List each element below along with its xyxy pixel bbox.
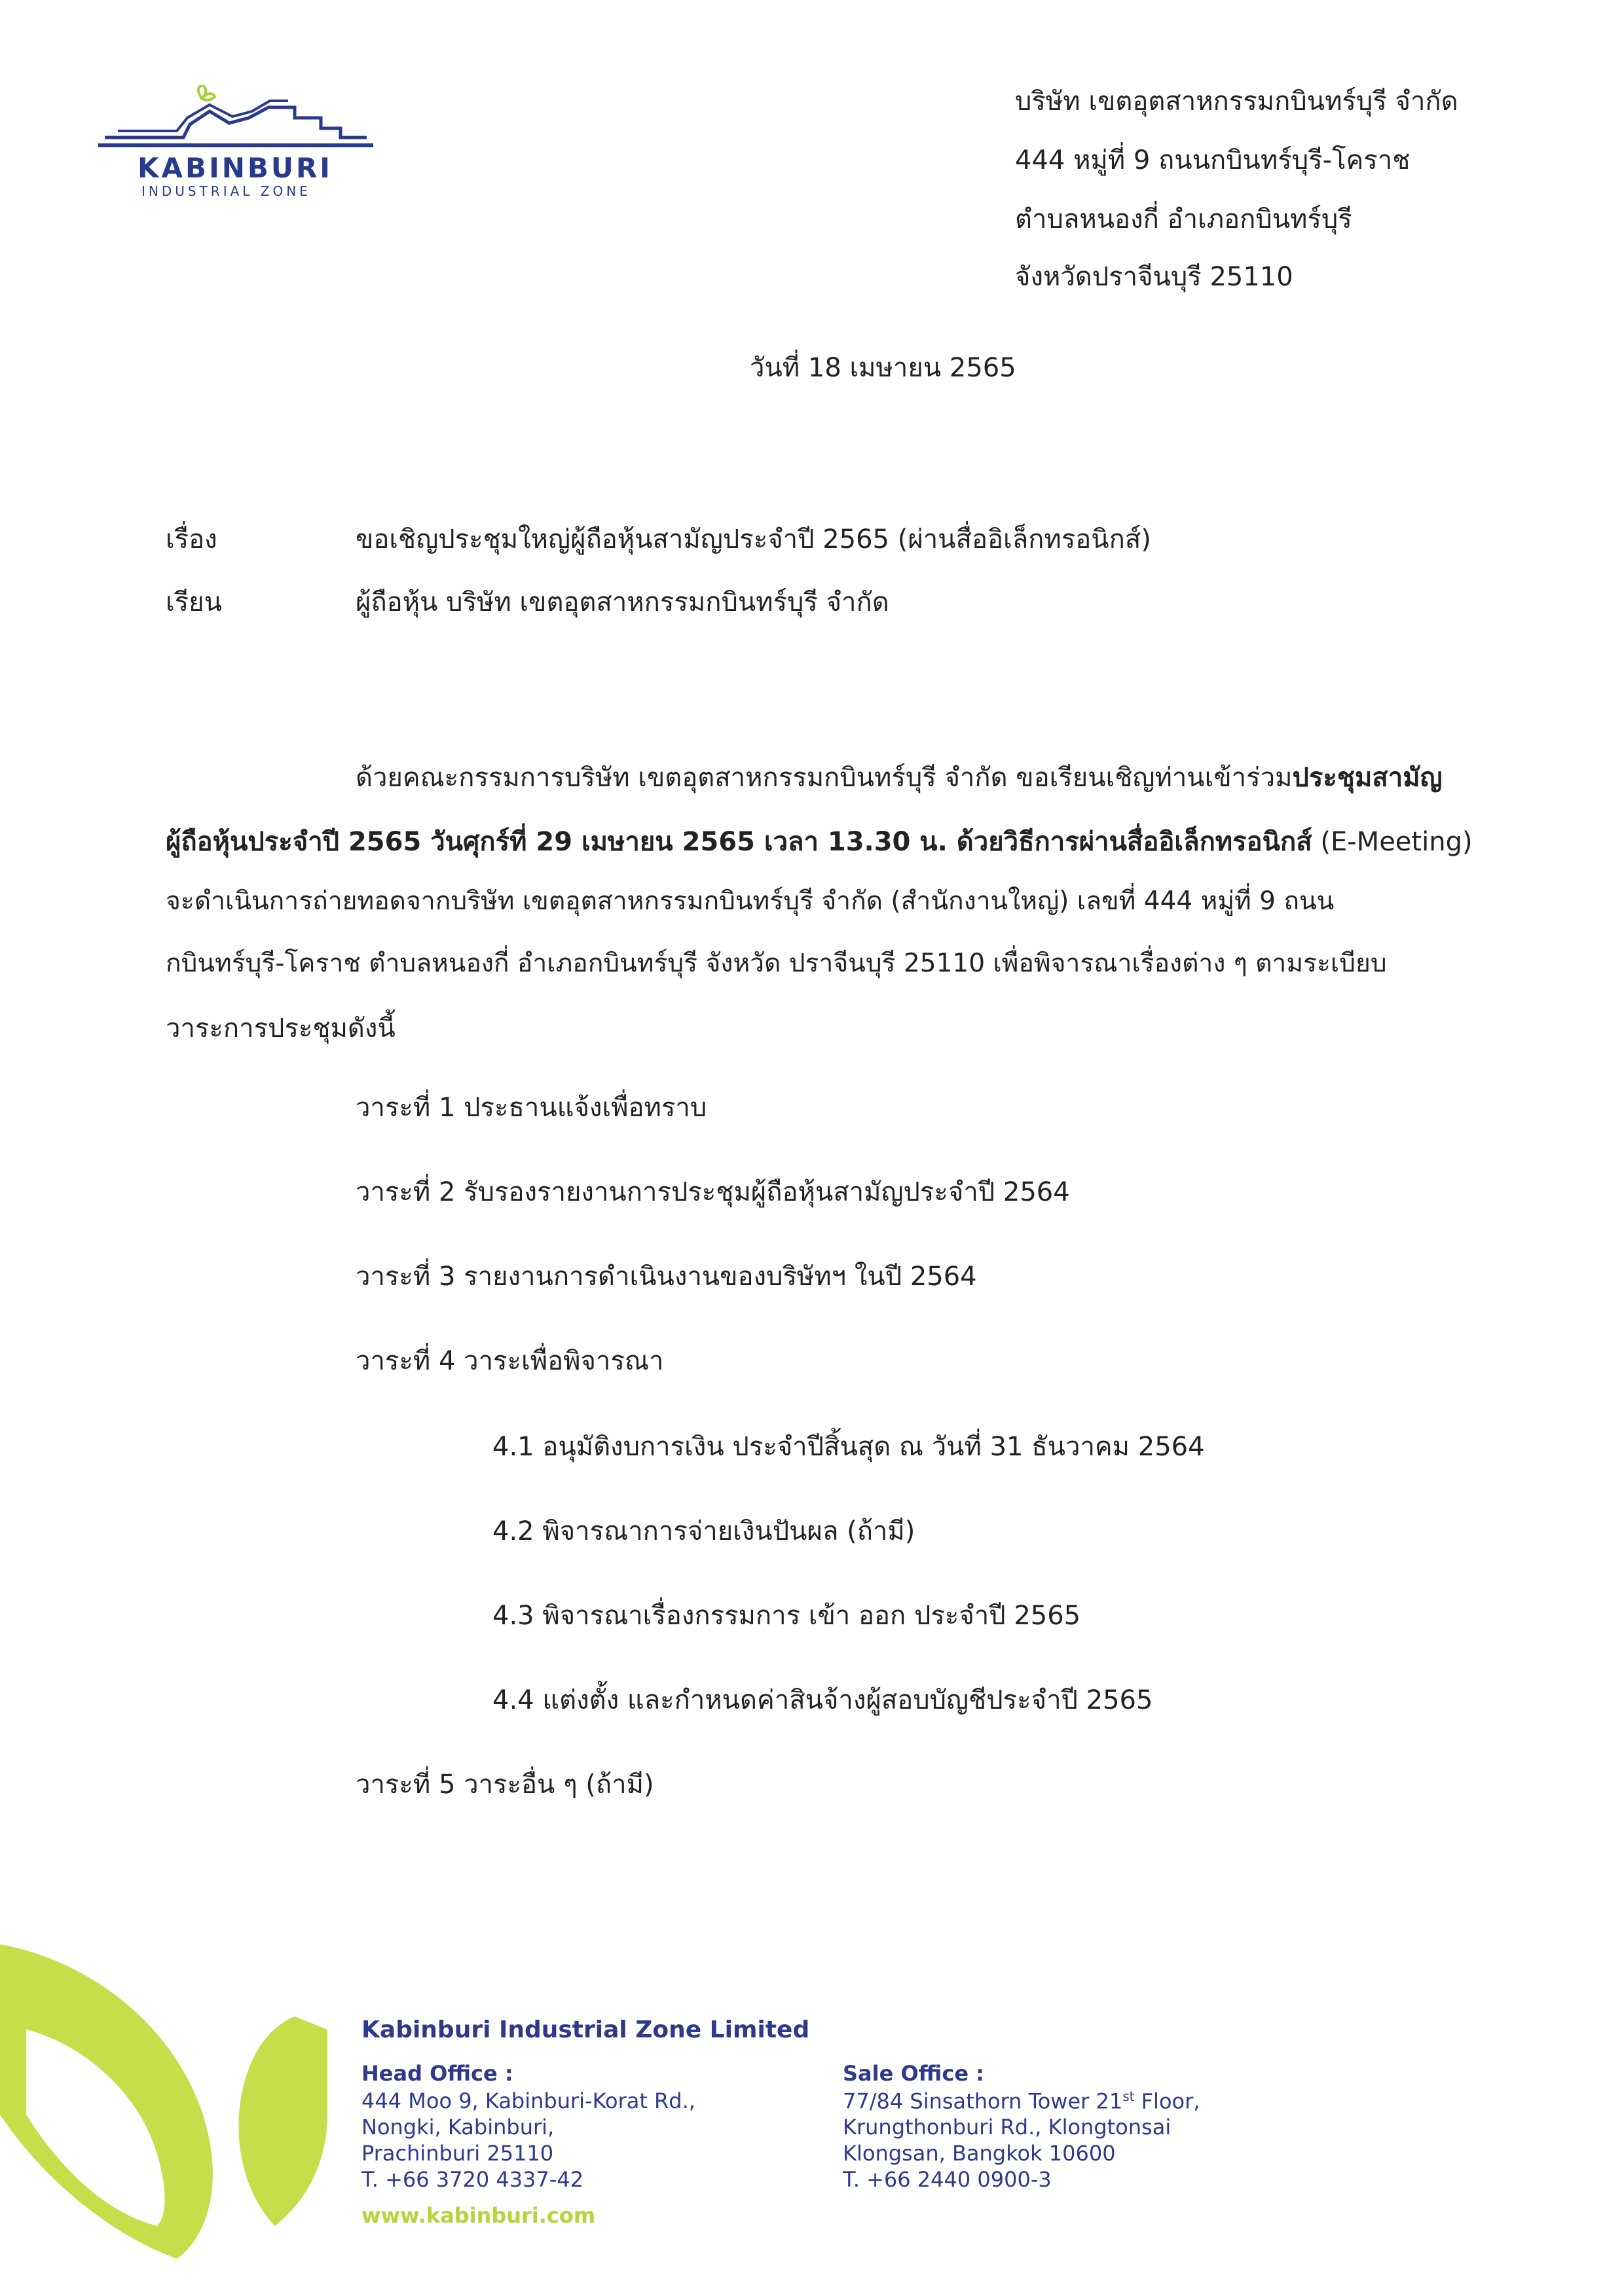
body-line-2-normal: (E-Meeting) xyxy=(1312,827,1473,857)
sale-office-line-2: Krungthonburi Rd., Klongtonsai xyxy=(843,2115,1172,2140)
body-line-2-bold: ผู้ถือหุ้นประจำปี 2565 วันศุกร์ที่ 29 เมษายน 2565 เวลา 13.30 น. ด้วยวิธีการผ่านสื่ออิเล็กทรอนิกส์ xyxy=(166,827,1312,857)
recipient-label: เรียน xyxy=(166,587,222,617)
head-office-line-2: Nongki, Kabinburi, xyxy=(361,2115,555,2140)
body-line-1 xyxy=(356,756,1443,798)
logo-subtitle: INDUSTRIAL ZONE xyxy=(141,183,311,199)
subject-label: เรื่อง xyxy=(166,524,217,555)
agenda-item-1: วาระที่ 1 ประธานแจ้งเพื่อทราบ xyxy=(356,1093,707,1123)
subagenda-item-4-3: 4.3 พิจารณาเรื่องกรรมการ เข้า ออก ประจำปี 2565 xyxy=(492,1601,1081,1631)
agenda-item-4: วาระที่ 4 วาระเพื่อพิจารณา xyxy=(356,1346,664,1376)
head-office-line-3: Prachinburi 25110 xyxy=(361,2141,554,2166)
body-line-1-bold: ประชุมสามัญ xyxy=(1292,763,1443,793)
sale-office-title: Sale Office : xyxy=(843,2061,984,2086)
footer-company-name: Kabinburi Industrial Zone Limited xyxy=(361,2016,810,2043)
head-office-line-1: 444 Moo 9, Kabinburi-Korat Rd., xyxy=(361,2088,695,2113)
body-line-3: จะดำเนินการถ่ายทอดจากบริษัท เขตอุตสาหกรรมกบินทร์บุรี จำกัด (สำนักงานใหญ่) เลขที่ 444 หมู่ที่ 9 ถนน xyxy=(166,886,1335,916)
logo-wordmark: KABINBURI xyxy=(138,152,333,184)
recipient-text: ผู้ถือหุ้น บริษัท เขตอุตสาหกรรมกบินทร์บุรี จำกัด xyxy=(356,587,889,617)
subject-text: ขอเชิญประชุมใหญ่ผู้ถือหุ้นสามัญประจำปี 2565 (ผ่านสื่ออิเล็กทรอนิกส์) xyxy=(356,524,1151,555)
sale-office-phone: T. +66 2440 0900-3 xyxy=(843,2167,1052,2192)
sale-office-line-3: Klongsan, Bangkok 10600 xyxy=(843,2141,1116,2166)
sale-office-line-1-sup: st xyxy=(1122,2088,1135,2104)
body-line-2 xyxy=(166,820,1473,862)
subagenda-item-4-1: 4.1 อนุมัติงบการเงิน ประจำปีสิ้นสุด ณ วันที่ 31 ธันวาคม 2564 xyxy=(492,1432,1205,1462)
footer-website-link[interactable]: www.kabinburi.com xyxy=(361,2203,596,2228)
agenda-item-2: วาระที่ 2 รับรองรายงานการประชุมผู้ถือหุ้นสามัญประจำปี 2564 xyxy=(356,1177,1070,1207)
sale-office-line-1-main: 77/84 Sinsathorn Tower 21 xyxy=(843,2088,1123,2114)
sale-office-line-1-end: Floor, xyxy=(1134,2088,1200,2114)
decorative-leaf-graphic xyxy=(0,1918,327,2296)
subagenda-item-4-2: 4.2 พิจารณาการจ่ายเงินปันผล (ถ้ามี) xyxy=(492,1516,915,1546)
head-office-phone: T. +66 3720 4337-42 xyxy=(361,2167,584,2192)
body-line-4: กบินทร์บุรี-โคราช ตำบลหนองกี่ อำเภอกบินทร์บุรี จังหวัด ปราจีนบุรี 25110 เพื่อพิจารณาเรื่องต่าง ๆ ตามระเบียบ xyxy=(166,949,1387,978)
letter-date: วันที่ 18 เมษายน 2565 xyxy=(750,353,1016,383)
address-line-4: จังหวัดปราจีนบุรี 25110 xyxy=(1015,262,1293,292)
body-line-1-normal: ด้วยคณะกรรมการบริษัท เขตอุตสาหกรรมกบินทร์บุรี จำกัด ขอเรียนเชิญท่านเข้าร่วม xyxy=(356,763,1293,793)
head-office-title: Head Office : xyxy=(361,2061,513,2086)
address-line-2: 444 หมู่ที่ 9 ถนนกบินทร์บุรี-โคราช xyxy=(1015,145,1411,175)
agenda-item-3: วาระที่ 3 รายงานการดำเนินงานของบริษัทฯ ในปี 2564 xyxy=(356,1262,977,1292)
body-line-5: วาระการประชุมดังนี้ xyxy=(166,1013,396,1044)
address-line-1: บริษัท เขตอุตสาหกรรมกบินทร์บุรี จำกัด xyxy=(1015,86,1458,117)
sale-office-line-1 xyxy=(843,2088,1200,2114)
subagenda-item-4-4: 4.4 แต่งตั้ง และกำหนดค่าสินจ้างผู้สอบบัญชีประจำปี 2565 xyxy=(492,1685,1153,1715)
agenda-item-5: วาระที่ 5 วาระอื่น ๆ (ถ้ามี) xyxy=(356,1770,654,1800)
address-line-3: ตำบลหนองกี่ อำเภอกบินทร์บุรี xyxy=(1015,204,1352,234)
